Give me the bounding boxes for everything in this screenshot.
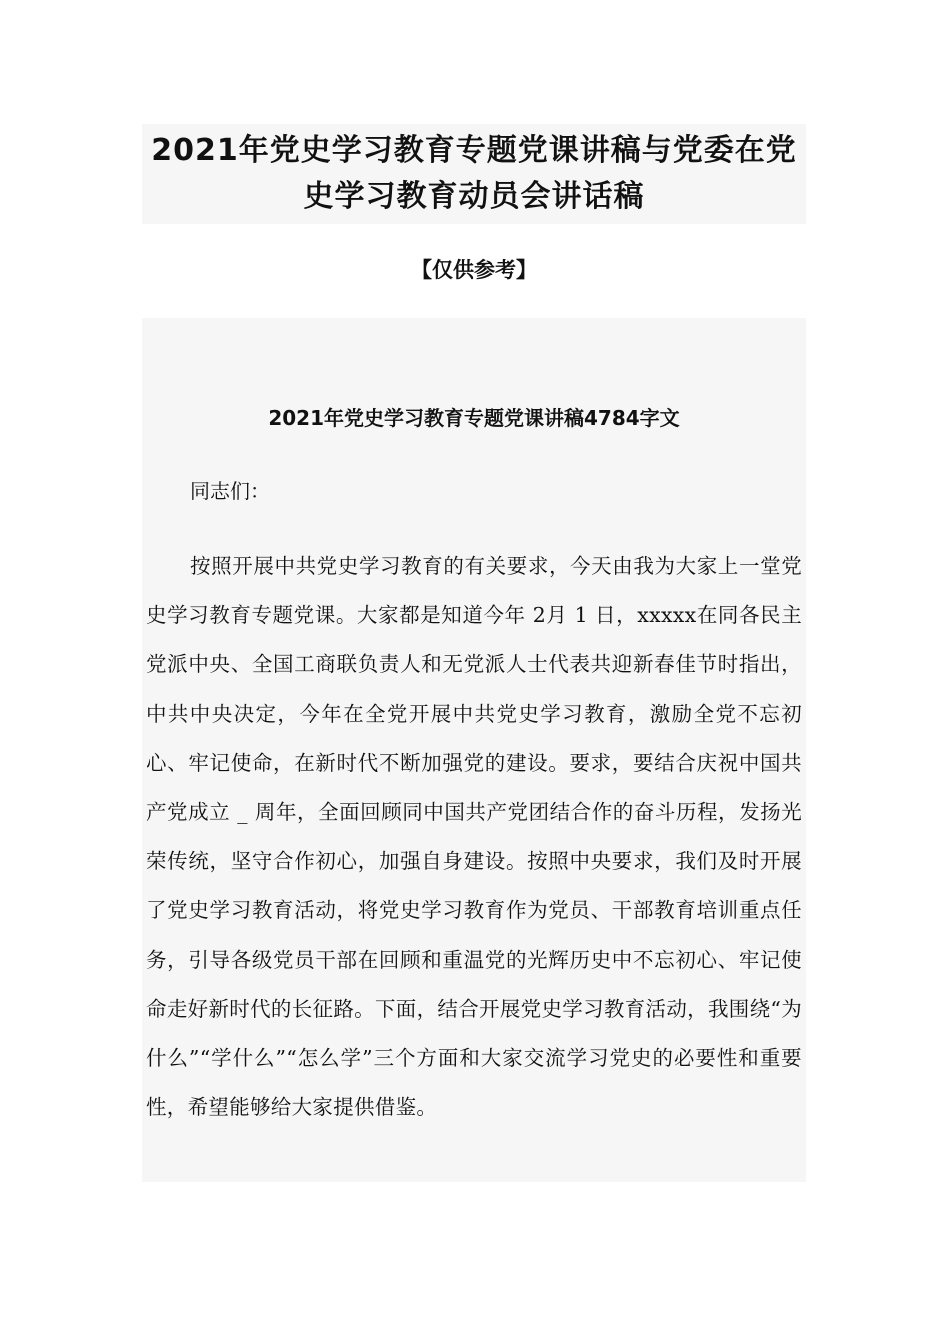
document-title: 2021年党史学习教育专题党课讲稿与党委在党史学习教育动员会讲话稿	[151, 133, 797, 214]
section-title: 2021年党史学习教育专题党课讲稿4784字文	[268, 406, 680, 430]
salutation: 同志们：	[190, 479, 270, 503]
reference-note: 【仅供参考】	[411, 258, 537, 282]
body-paragraph: 按照开展中共党史学习教育的有关要求，今天由我为大家上一堂党史学习教育专题党课。大家都是知道今年 2月 1 日，xxxxx在同各民主党派中央、全国工商联负责人和无党派人士代表共迎新春佳节时指出，中共中央决定，今年在全党开展中共党史学习教育，激励全党不忘初心、牢记使命，在新时代不断加强党的建设。要求，要结合庆祝中国共产党成立 _ 周年，全面回顾同中国共产党团结合作的奋斗历程，发扬光荣传统，坚守合作初心，加强自身建设。按照中央要求，我们及时开展了党史学习教育活动，将党史学习教育作为党员、干部教育培训重点任务，引导各级党员干部在回顾和重温党的光辉历史中不忘初心、牢记使命走好新时代的长征路。下面，结合开展党史学习教育活动，我围绕“为什么”“学什么”“怎么学”三个方面和大家交流学习党史的必要性和重要性，希望能够给大家提供借鉴。	[146, 554, 802, 1120]
